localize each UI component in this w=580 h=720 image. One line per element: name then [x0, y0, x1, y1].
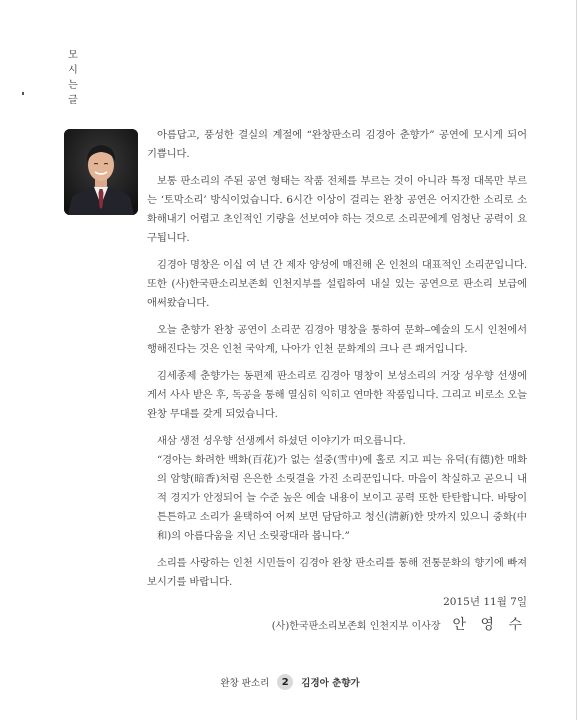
- page-footer: [0, 674, 580, 690]
- paragraph: 보통 판소리의 주된 공연 형태는 작품 전체를 부르는 것이 아니라 특정 대목만 부르는 ‘토막소리’ 방식이었습니다. 6시간 이상이 걸리는 완창 공연은 어지간한 소리로 소화해내기 어렵고 초인적인 기량을 선보여야 하는 것으로 소리꾼에게 엄청난 공력이 요구됩니다.: [147, 175, 527, 244]
- quote-intro: 새삼 생전 성우향 선생께서 하셨던 이야기가 떠오릅니다.: [157, 435, 406, 447]
- section-title-char: 글: [68, 95, 78, 106]
- author-portrait: [64, 129, 138, 215]
- paragraph: 김경아 명창은 이십 여 년 간 제자 양성에 매진해 온 인천의 대표적인 소리꾼입니다. 또한 (사)한국판소리보존회 인천지부를 설립하여 내실 있는 공연으로 판소리 보급에 애써왔습니다.: [147, 259, 527, 309]
- quotation: “경아는 화려한 백화(百花)가 없는 설중(雪中)에 홀로 지고 피는 유덕(有德)한 매화의 암향(暗香)처럼 은은한 소릿결을 가진 소리꾼입니다. 마음이 착실하고 곧으니 내적 경지가 안정되어 늘 수준 높은 예술 내용이 보이고 공력 또한 탄탄합니다. 바탕이 튼튼하고 소리가 윤택하여 어찌 보면 담담하고 청신(淸新)한 맛까지 있으니 중화(中和)의 아름다움을 지닌 소릿광대라 봅니다.”: [157, 454, 527, 542]
- section-title-char: 모: [68, 50, 78, 61]
- closing-paragraph: 소리를 사랑하는 인천 시민들이 김경아 완창 판소리를 통해 전통문화의 향기에 빠져 보시기를 바랍니다.: [147, 557, 527, 588]
- paragraph: 김세종제 춘향가는 동편제 판소리로 김경아 명창이 보성소리의 거장 성우향 선생에게서 사사 받은 후, 독공을 통해 열심히 익히고 연마한 작품입니다. 그리고 비로소 오늘 완창 무대를 갖게 되었습니다.: [147, 370, 527, 420]
- signature-block: [272, 614, 527, 634]
- margin-mark: [22, 92, 24, 95]
- footer-program-title: 완창 판소리: [220, 678, 270, 689]
- section-title-char: 시: [68, 65, 78, 76]
- signature-organization: (사)한국판소리보존회 인천지부 이사장: [271, 621, 441, 632]
- section-title-char: 는: [68, 80, 78, 91]
- letter-body: [147, 126, 527, 600]
- footer-performance-title: 김경아 춘향가: [301, 678, 360, 689]
- signature-name: 안 영 수: [452, 617, 527, 633]
- paragraph: 아름답고, 풍성한 결실의 계절에 “완창판소리 김경아 춘향가” 공연에 모시게 되어 기쁩니다.: [147, 129, 527, 160]
- page-number-badge: 2: [277, 674, 293, 690]
- section-title-vertical: [66, 48, 80, 108]
- portrait-illustration: [64, 129, 138, 215]
- paragraph: 오늘 춘향가 완창 공연이 소리꾼 김경아 명창을 통하여 문화‒예술의 도시 인천에서 행해진다는 것은 인천 국악계, 나아가 인천 문화계의 크나 큰 쾌거입니다.: [147, 324, 527, 355]
- letter-date: 2015년 11월 7일: [443, 596, 527, 608]
- page-edge-line: [576, 0, 577, 720]
